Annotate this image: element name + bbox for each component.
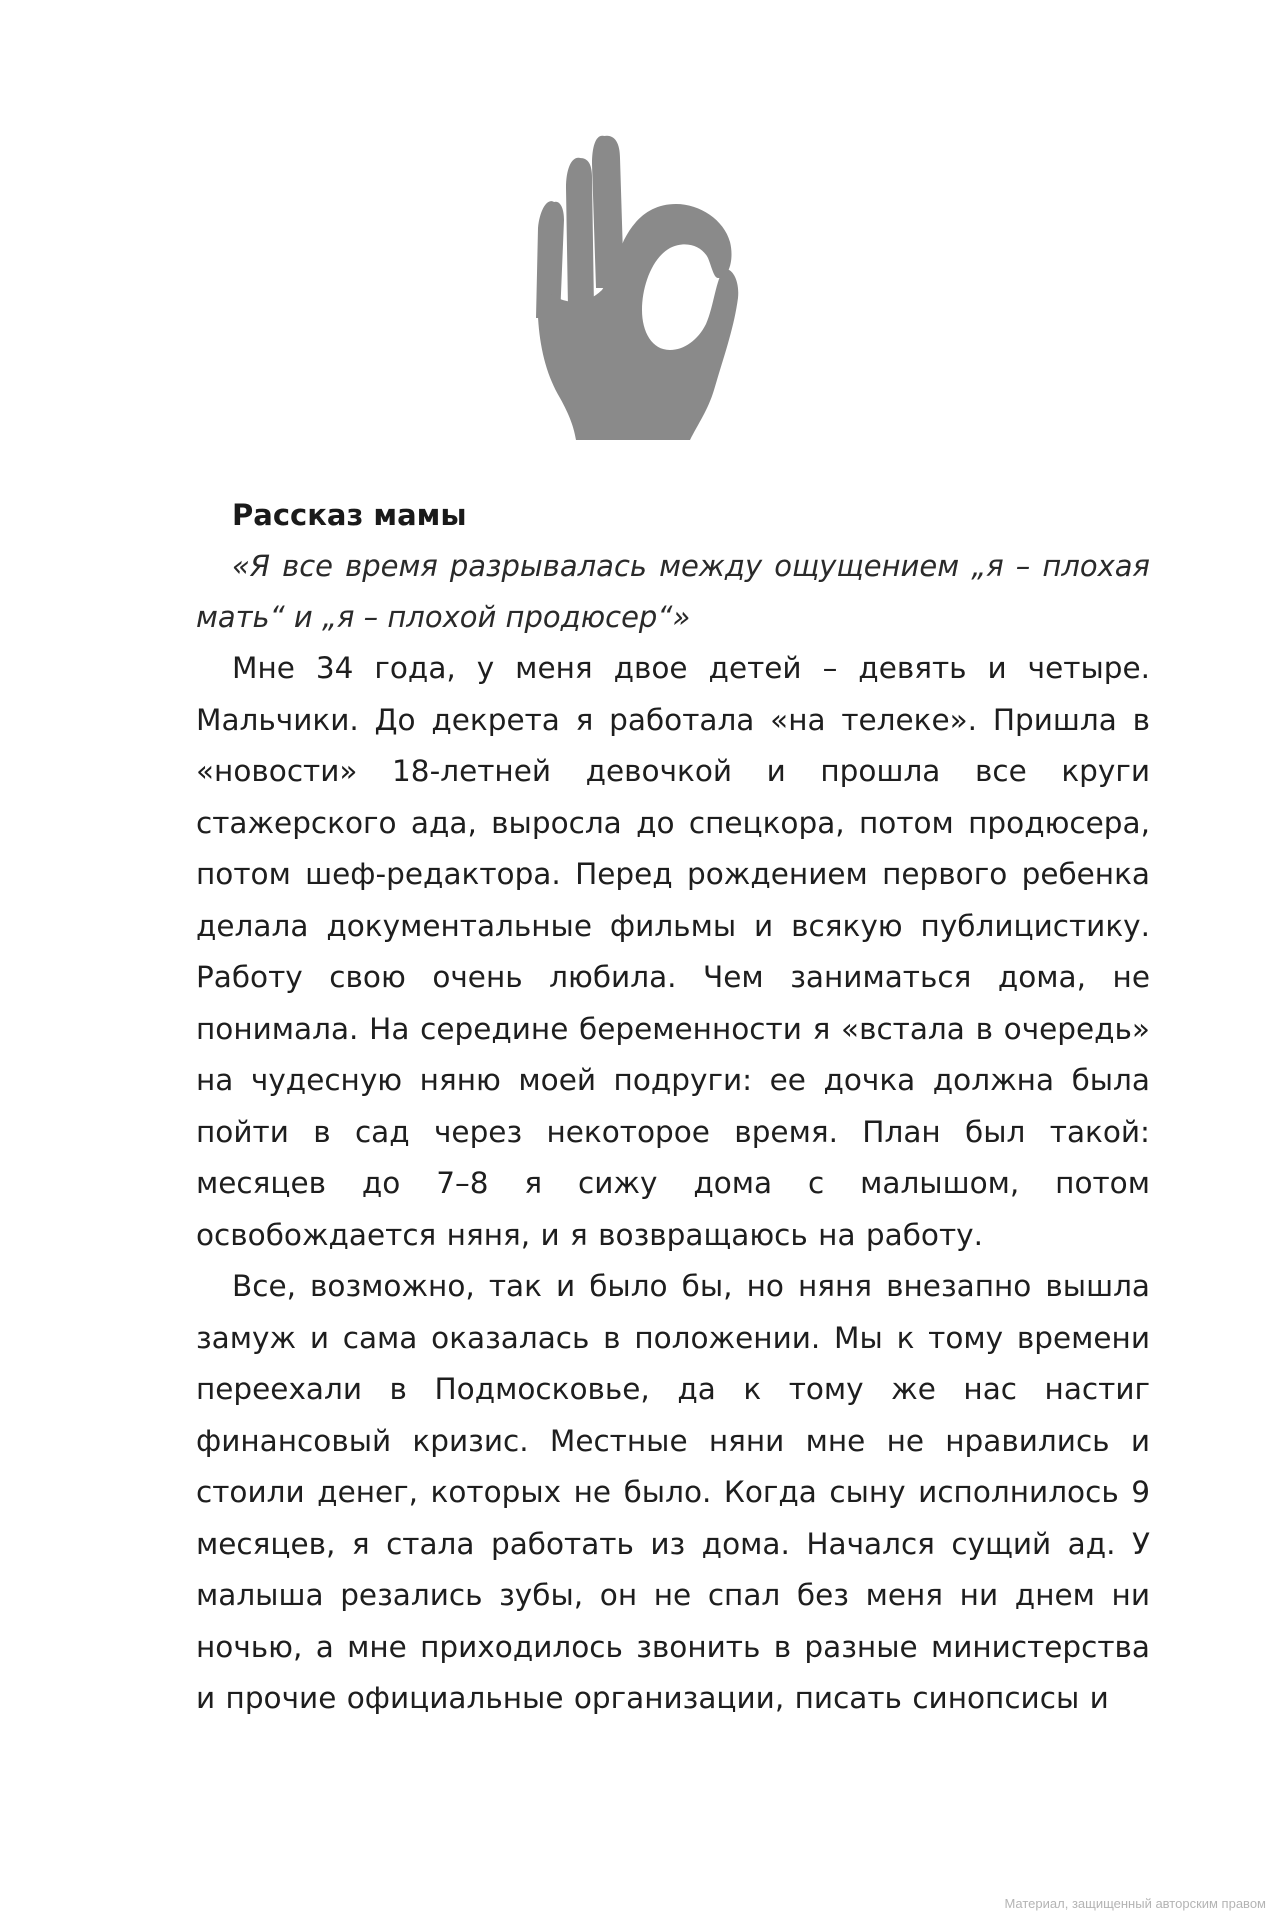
- body-paragraph-2: Все, возможно, так и было бы, но няня внезапно вышла замуж и сама оказалась в положении. Мы к тому времени переехали в Подмосковье, да к тому же нас настиг финансовый кризис. Местные няни мне не нравились и стоили денег, которых не было. Когда сыну исполнилось 9 месяцев, я стала работать из дома. Начался сущий ад. У малыша резались зубы, он не спал без меня ни днем ни ночью, а мне приходилось звонить в разные министерства и прочие официальные организации, писать синопсисы и: [196, 1269, 1150, 1715]
- section-heading: Рассказ мамы: [232, 498, 467, 532]
- epigraph-quote: «Я все время разрывалась между ощущением „я – плохая мать“ и „я – плохой продюсер“»: [196, 549, 1150, 634]
- body-paragraph-1: Мне 34 года, у меня двое детей – девять и четыре. Мальчики. До декрета я работала «на телеке». Пришла в «новости» 18-летней девочкой и прошла все круги стажерского ада, выросла до спецкора, потом продюсера, потом шеф-редактора. Перед рождением первого ребенка делала документальные фильмы и всякую публицистику. Работу свою очень любила. Чем заниматься дома, не понимала. На середине беременности я «встала в очередь» на чудесную няню моей подруги: ее дочка должна была пойти в сад через некоторое время. План был такой: месяцев до 7–8 я сижу дома с малышом, потом освобождается няня, и я возвращаюсь на работу.: [196, 651, 1150, 1252]
- story-text-block: [196, 490, 1150, 1725]
- copyright-watermark: Материал, защищенный авторским правом: [1004, 1896, 1266, 1911]
- ok-hand-gesture-icon: [530, 128, 748, 440]
